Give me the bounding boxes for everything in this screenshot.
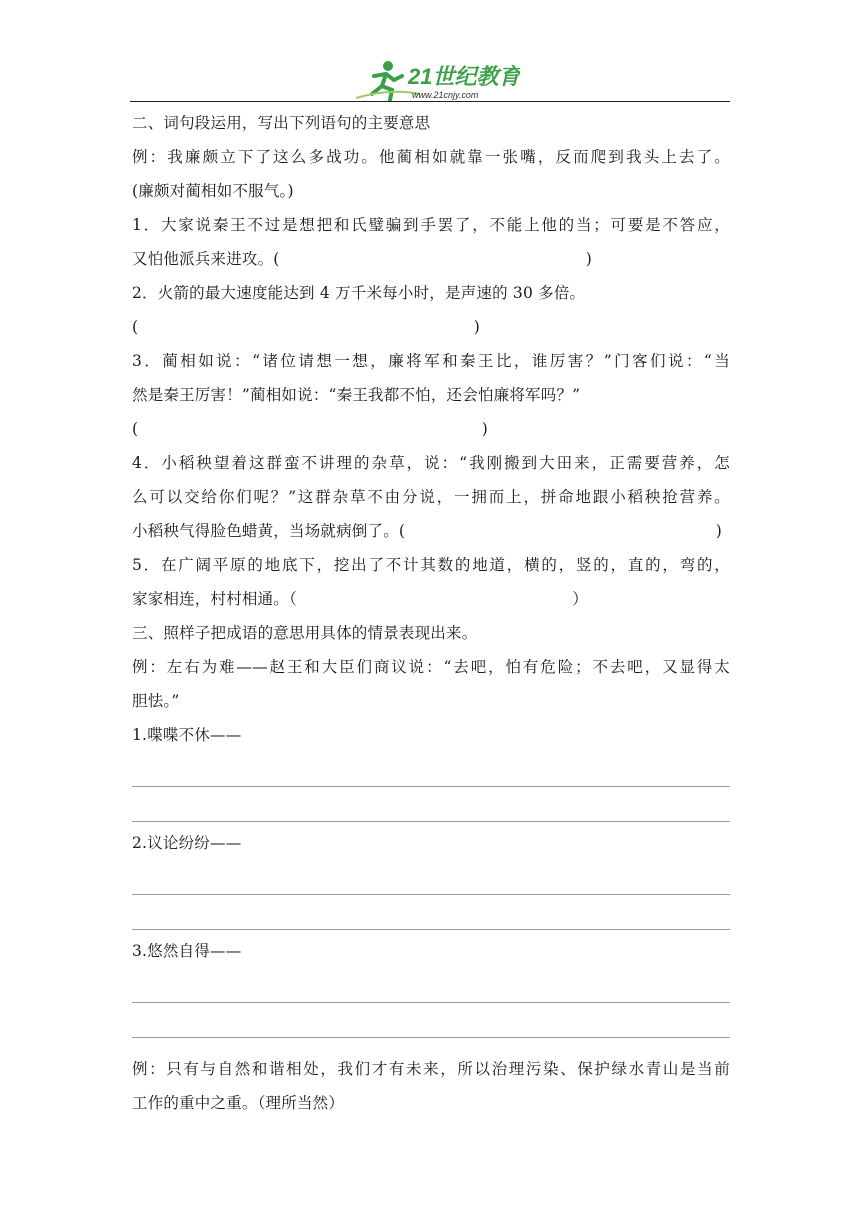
question-1-open: 又怕他派兵来进攻。( <box>132 250 280 268</box>
section2-example-line1: 例：我廉颇立下了这么多战功。他蔺相如就靠一张嘴，反而爬到我头上去了。 <box>132 148 730 166</box>
question-4-open: 小稻秧气得脸色蜡黄，当场就病倒了。( <box>132 522 406 540</box>
question-4-close-paren: ) <box>715 522 722 540</box>
question-2-close-paren: ) <box>473 318 480 336</box>
idiom-item-3: 3.悠然自得—— <box>132 942 242 960</box>
question-5-line2 <box>132 582 588 616</box>
brand-logo <box>350 58 520 102</box>
question-3-line2: 然是秦王厉害！”蔺相如说：“秦王我都不怕，还会怕廉将军吗？” <box>132 386 581 404</box>
question-4-line3 <box>132 514 722 548</box>
answer-line-1b[interactable] <box>132 787 730 822</box>
section3-example-line1: 例：左右为难——赵王和大臣们商议说：“去吧，怕有危险；不去吧，又显得太 <box>132 658 730 676</box>
question-2-open-paren: ( <box>132 318 139 336</box>
page-header <box>130 56 730 104</box>
question-2-line1: 2．火箭的最大速度能达到 4 万千米每小时，是声速的 30 多倍。 <box>132 284 586 302</box>
header-rule <box>130 101 730 102</box>
question-3-line1: 3．蔺相如说：“诸位请想一想，廉将军和秦王比，谁厉害？”门客们说：“当 <box>132 352 730 370</box>
question-5-open: 家家相连，村村相通。（ <box>132 590 297 608</box>
section3-title: 三、照样子把成语的意思用具体的情景表现出来。 <box>132 624 478 642</box>
question-1-line1: 1．大家说秦王不过是想把和氏璧骗到手罢了，不能上他的当；可要是不答应， <box>132 216 730 234</box>
idiom-item-2: 2.议论纷纷—— <box>132 834 242 852</box>
answer-line-2b[interactable] <box>132 895 730 930</box>
question-3-open-paren: ( <box>132 420 139 438</box>
logo-url: www.21cnjy.com <box>412 90 479 100</box>
answer-line-3a[interactable] <box>132 968 730 1003</box>
section2-example-line2: (廉颇对蔺相如不服气。) <box>132 182 294 200</box>
section3-example-line2: 胆怯。” <box>132 692 180 710</box>
section3-example2-line2: 工作的重中之重。（理所当然） <box>132 1094 345 1112</box>
document-body <box>132 106 730 1120</box>
answer-line-2a[interactable] <box>132 860 730 895</box>
question-3-close-paren: ) <box>481 420 488 438</box>
question-3-answer <box>132 412 488 446</box>
idiom-item-1: 1.喋喋不休—— <box>132 726 242 744</box>
answer-line-1a[interactable] <box>132 752 730 787</box>
answer-line-3b[interactable] <box>132 1003 730 1038</box>
question-5-line1: 5．在广阔平原的地底下，挖出了不计其数的地道，横的，竖的，直的，弯的， <box>132 556 730 574</box>
section2-title: 二、词句段运用，写出下列语句的主要意思 <box>132 114 431 132</box>
question-1-line2 <box>132 242 592 276</box>
question-4-line2: 么可以交给你们呢？”这群杂草不由分说，一拥而上，拼命地跟小稻秧抢营养。 <box>132 488 730 506</box>
logo-title: 21世纪教育 <box>408 64 520 89</box>
question-4-line1: 4．小稻秧望着这群蛮不讲理的杂草，说：“我刚搬到大田来，正需要营养，怎 <box>132 454 730 472</box>
question-5-close-paren: ） <box>572 590 588 608</box>
question-2-answer <box>132 310 480 344</box>
question-1-close-paren: ) <box>585 250 592 268</box>
section3-example2-line1: 例：只有与自然和谐相处，我们才有未来，所以治理污染、保护绿水青山是当前 <box>132 1060 730 1078</box>
